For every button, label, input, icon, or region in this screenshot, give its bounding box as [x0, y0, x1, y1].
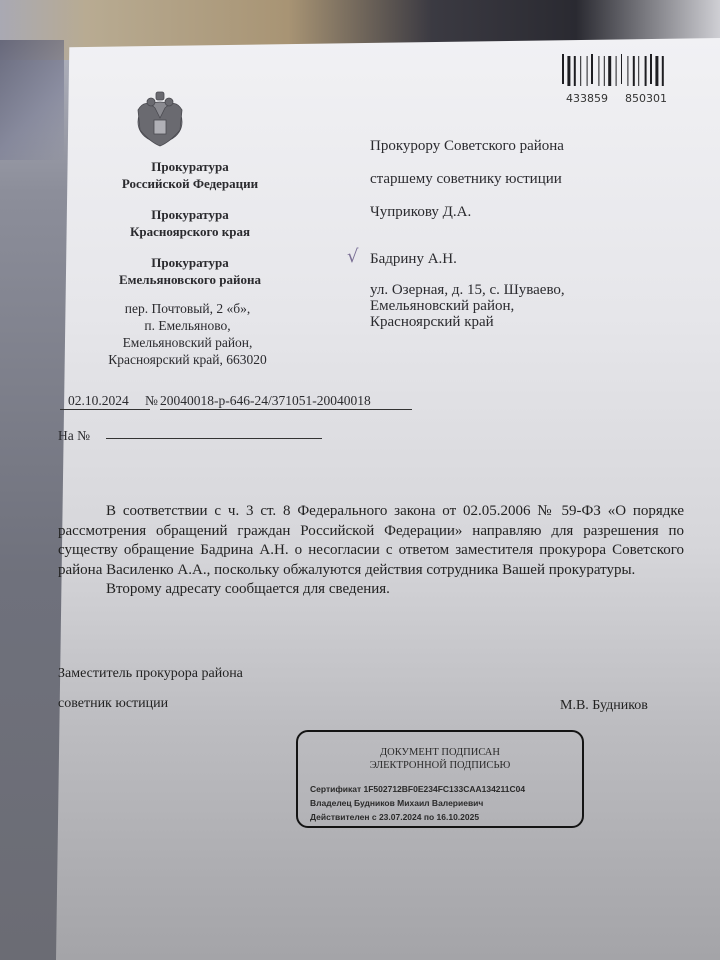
recipient-line-4: Бадрину А.Н. — [370, 251, 457, 267]
barcode-bar — [621, 54, 622, 84]
barcode-bar — [587, 56, 588, 86]
barcode-bar — [633, 56, 635, 86]
sender-org-3 — [70, 254, 310, 288]
letter-body — [58, 502, 684, 600]
number-sign: № — [145, 393, 158, 408]
body-paragraph: Второму адресату сообщается для сведения. — [106, 581, 390, 597]
sender-org-2 — [70, 206, 310, 240]
page-shadow — [0, 40, 64, 160]
sender-address — [60, 300, 315, 368]
org-line: Прокуратура — [151, 255, 229, 270]
reply-label: На № — [58, 428, 90, 443]
address-line: Красноярский край, 663020 — [108, 352, 267, 367]
barcode-bar — [616, 56, 617, 86]
recipient-line-3: Чуприкову Д.А. — [370, 204, 472, 220]
barcode-number-right: 850301 — [625, 92, 667, 105]
address-line: пер. Почтовый, 2 «б», — [124, 301, 251, 316]
barcode-bar — [638, 56, 639, 86]
address-line: Красноярский край — [370, 314, 494, 330]
recipient-line-1: Прокурору Советского района — [370, 138, 564, 154]
stamp-certificate: Сертификат 1F502712BF0E234FC133CAA134211C04 — [310, 784, 526, 794]
barcode-bar — [598, 56, 599, 86]
barcode-bar — [591, 54, 593, 84]
stamp-owner: Владелец Будников Михаил Валериевич — [310, 798, 484, 808]
barcode-bar — [662, 56, 664, 86]
recipient-address — [370, 282, 565, 330]
stamp-title-2: ЭЛЕКТРОННОЙ ПОДПИСЬЮ — [369, 760, 511, 771]
org-line: Прокуратура — [151, 207, 229, 222]
coat-of-arms-icon — [125, 90, 195, 150]
signer-name: М.В. Будников — [560, 698, 648, 713]
barcode-bar — [608, 56, 611, 86]
org-line: Емельяновского района — [119, 272, 261, 287]
registration-date: 02.10.2024 — [60, 393, 150, 410]
stamp-validity: Действителен с 23.07.2024 по 16.10.2025 — [310, 812, 480, 822]
barcode-bar — [562, 54, 564, 84]
org-line: Красноярского края — [129, 224, 251, 239]
barcode-bar — [627, 56, 628, 86]
address-line: п. Емельяново, — [144, 318, 231, 333]
barcode-bar — [604, 56, 605, 86]
barcode-bar — [645, 56, 647, 86]
barcode-bar — [650, 54, 652, 84]
address-line: Емельяновский район, — [370, 298, 515, 314]
signer-position-2: советник юстиции — [58, 696, 169, 711]
handwritten-checkmark-icon: √ — [347, 246, 359, 267]
registration-number: 20040018-р-646-24/371051-20040018 — [160, 393, 412, 410]
e-signature-stamp — [296, 730, 584, 828]
barcode — [560, 52, 700, 88]
body-paragraph: В соответствии с ч. 3 ст. 8 Федерального закона от 02.05.2006 № 59-ФЗ «О порядке рассмотрения обращений граждан Российской Федерации» направляю для разрешения по существу обращение Бадрина А.Н. о несогласии с ответом заместителя прокурора Советского района Василенко А.А., поскольку обжалуются действия сотрудника Вашей прокуратуры. — [58, 503, 684, 578]
reply-number-field — [106, 424, 322, 439]
sender-org-1 — [70, 158, 310, 192]
signer-position-1: Заместитель прокурора района — [58, 666, 243, 681]
stamp-title-1: ДОКУМЕНТ ПОДПИСАН — [380, 747, 500, 758]
barcode-bar — [655, 56, 658, 86]
barcode-bar — [574, 56, 576, 86]
address-line: Емельяновский район, — [122, 335, 253, 350]
org-line: Российской Федерации — [121, 176, 259, 191]
barcode-bar — [580, 56, 581, 86]
barcode-bar — [567, 56, 570, 86]
recipient-line-2: старшему советнику юстиции — [370, 171, 562, 187]
org-line: Прокуратура — [151, 159, 229, 174]
barcode-number-left: 433859 — [566, 92, 608, 105]
address-line: ул. Озерная, д. 15, с. Шуваево, — [370, 282, 565, 298]
